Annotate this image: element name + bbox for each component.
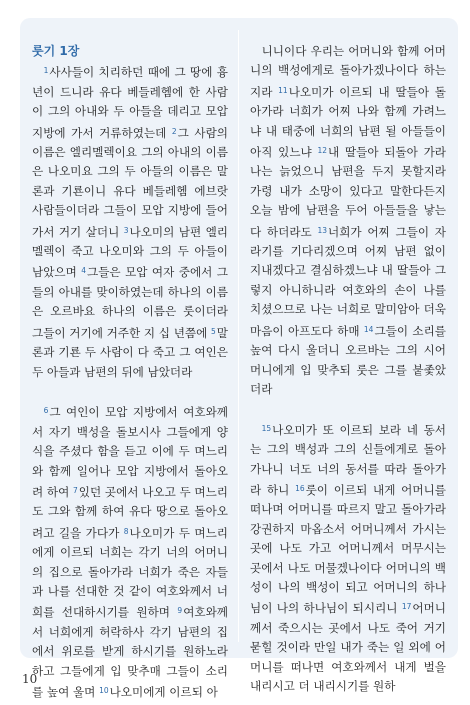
verse-text: 그들은 모압 여자 중에서 그들의 아내를 맞이하였는데 하나의 이름은 오르바요 하나의 이름은 룻이더라 그들이 거기에 거주한 지 십 년쯤에 — [32, 265, 229, 340]
verse-number: 14 — [363, 324, 374, 334]
verse-number: 11 — [278, 85, 288, 95]
verse-text: 너희가 어찌 그들이 자라기를 기다리겠으며 어찌 남편 없이 지내겠다고 결심하겠느냐 내 딸들아 그렇지 아니하니라 여호와의 손이 나를 치셨으므로 나는 너희로 말미암아 더욱 마음이 아프도다 하매 — [250, 224, 446, 338]
verse-number: 6 — [43, 406, 49, 416]
verse-text: 사사들이 치리하던 때에 그 땅에 흉년이 드니라 유다 베들레헴에 한 사람이 그의 아내와 두 아들을 데리고 모압 지방에 가서 거류하였는데 — [32, 65, 228, 140]
verse-number: 3 — [123, 225, 129, 235]
column-divider — [238, 30, 239, 642]
verse-number: 9 — [177, 606, 183, 616]
paragraph-gap — [250, 399, 446, 418]
verse-text: 나오미가 두 며느리에게 이르되 너희는 각기 너의 어머니의 집으로 돌아가라 너희가 죽은 자들과 나를 선대한 것 같이 여호와께서 너희를 선대하시기를 원하며 — [32, 525, 228, 620]
paragraph — [250, 419, 446, 697]
verse-number: 2 — [171, 126, 177, 136]
verse-text: 말론과 기룐 두 사람이 다 죽고 그 여인은 두 아들과 남편의 뒤에 남았더라 — [32, 325, 228, 379]
verse-text: 나오미의 남편 엘리멜렉이 죽고 나오미와 그의 두 아들이 남았으며 — [32, 224, 228, 280]
verse-number: 1 — [43, 66, 49, 76]
verse-text: 나오미에게 이르되 아 — [109, 684, 218, 699]
verse-text: 내 딸들아 되돌아 가라 나는 늙었으니 남편을 두지 못할지라 가령 내가 소망이 있다고 말한다든지 오늘 밤에 남편을 두어 아들들을 낳는다 하더라도 — [250, 145, 446, 239]
verse-text: 그 사람의 이름은 엘리멜렉이요 그의 아내의 이름은 나오미요 그의 두 아들의 이름은 말론과 기룐이니 유다 베들레헴 에브랏 사람들이더라 그들이 모압 지방에 들어가서 거기 살더니 — [32, 125, 228, 239]
text-panel — [20, 18, 458, 699]
verse-number: 10 — [99, 685, 109, 695]
verse-text: 어머니께서 죽으시는 곳에서 나도 죽어 거기 묻힐 것이라 만일 내가 죽는 일 외에 어머니를 떠나면 여호와께서 내게 벌을 내리시고 더 내리시기를 원하 — [250, 601, 446, 693]
verse-number: 17 — [401, 602, 412, 612]
right-column — [250, 42, 446, 696]
verse-text: 그 여인이 모압 지방에서 여호와께서 자기 백성을 돌보시사 그들에게 양식을 주셨다 함을 듣고 이에 두 며느리와 함께 일어나 모압 지방에서 돌아오려 하여 — [32, 405, 228, 499]
verse-number: 4 — [81, 266, 87, 276]
paragraph-gap — [32, 382, 228, 401]
verse-number: 16 — [295, 483, 305, 493]
left-column — [32, 42, 228, 702]
verse-text: 나오미가 또 이르되 보라 네 동서는 그의 백성과 그의 신들에게로 돌아가나니 너도 너의 동서를 따라 돌아가라 하니 — [250, 422, 446, 497]
paragraph — [250, 42, 446, 399]
verse-number: 13 — [317, 225, 328, 235]
verse-number: 15 — [261, 423, 272, 433]
verse-number: 5 — [211, 326, 216, 336]
paragraph — [32, 401, 228, 702]
verse-text: 있던 곳에서 나오고 두 며느리도 그와 함께 하여 유다 땅으로 돌아오려고 길을 가다가 — [32, 484, 228, 540]
chapter-title: 룻기 1장 — [32, 44, 80, 58]
verse-number: 12 — [317, 146, 328, 156]
paragraph — [32, 61, 228, 382]
page-number: 10 — [22, 672, 38, 686]
verse-number: 8 — [123, 526, 129, 536]
verse-number: 7 — [73, 485, 78, 495]
verse-text: 니니이다 우리는 어머니와 함께 어머니의 백성에게로 돌아가겠나이다 하는지라 — [250, 44, 446, 99]
verse-text: 룻이 이르되 내게 어머니를 떠나며 어머니를 따르지 말고 돌아가라 강권하지 마옵소서 어머니께서 가시는 곳에 나도 가고 어머니께서 머무시는 곳에서 나도 머물겠나이다 어머니의 백성이 나의 백성이 되고 어머니의 하나님이 나의 하나님이 되시리니 — [250, 482, 446, 616]
verse-text: 나오미가 이르되 내 딸들아 돌아가라 너희가 어찌 나와 함께 가려느냐 내 태중에 너희의 남편 될 아들들이 아직 있느냐 — [250, 84, 446, 160]
verse-text: 여호와께서 너희에게 허락하사 각기 남편의 집에서 위로를 받게 하시기를 원하노라 하고 그들에게 입 맞추매 그들이 소리를 높여 울며 — [32, 605, 228, 699]
verse-text: 그들이 소리를 높여 다시 울더니 오르바는 그의 시어머니에게 입 맞추되 룻은 그를 붙좇았더라 — [250, 323, 446, 396]
